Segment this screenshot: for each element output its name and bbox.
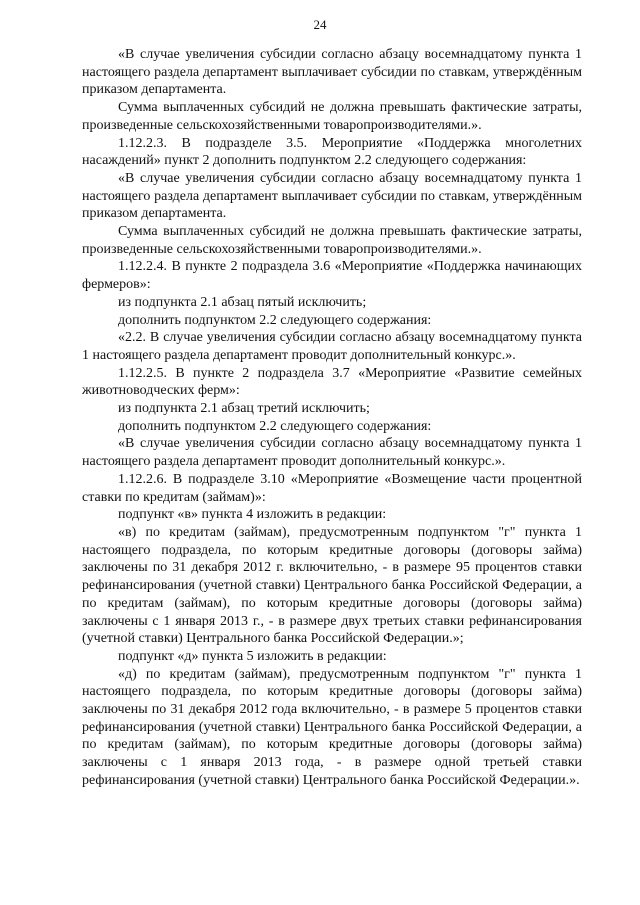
paragraph: 1.12.2.6. В подразделе 3.10 «Мероприятие «Возмещение части процентной ставки по кредитам (займам)»:	[82, 471, 582, 505]
paragraph: 1.12.2.4. В пункте 2 подраздела 3.6 «Мероприятие «Поддержка начинающих фермеров»:	[82, 259, 582, 293]
page-number: 24	[313, 17, 327, 32]
paragraph: дополнить подпунктом 2.2 следующего содержания:	[118, 312, 432, 328]
paragraph: 1.12.2.5. В пункте 2 подраздела 3.7 «Мероприятие «Развитие семейных животноводческих ферм»:	[82, 365, 582, 399]
paragraph: «В случае увеличения субсидии согласно абзацу восемнадцатому пункта 1 настоящего раздела департамент проводит дополнительный конкурс.».	[82, 436, 582, 470]
paragraph: 1.12.2.3. В подразделе 3.5. Мероприятие «Поддержка многолетних насаждений» пункт 2 дополнить подпунктом 2.2 следующего содержания:	[82, 135, 582, 169]
paragraph: Сумма выплаченных субсидий не должна превышать фактические затраты, произведенные сельскохозяйственными товаропроизводителями.».	[82, 100, 582, 133]
paragraph: «В случае увеличения субсидии согласно абзацу восемнадцатому пункта 1 настоящего раздела департамент выплачивает субсидии по ставкам, утверждённым приказом департамента.	[82, 47, 582, 98]
document-body	[82, 46, 582, 790]
paragraph: из подпункта 2.1 абзац третий исключить;	[118, 401, 370, 417]
paragraph: «2.2. В случае увеличения субсидии согласно абзацу восемнадцатому пункта 1 настоящего раздела департамент проводит дополнительный конкурс.».	[82, 330, 582, 363]
paragraph: Сумма выплаченных субсидий не должна превышать фактические затраты, произведенные сельскохозяйственными товаропроизводителями.».	[82, 224, 582, 257]
paragraph: «в) по кредитам (займам), предусмотренным подпунктом "г" пункта 1 настоящего подраздела, по которым кредитные договоры (договоры займа) заключены по 31 декабря 2012 г. включительно, - в размере 95 процентов ставки рефинансирования (учетной ставки) Центрального банка Российской Федерации, а по кредитам (займам), по которым кредитные договоры (договоры займа) заключены с 1 января 2013 г., - в размере двух третьих ставки рефинансирования (учетной ставки) Центрального банка Российской Федерации.»;	[82, 524, 582, 647]
paragraph: из подпункта 2.1 абзац пятый исключить;	[118, 294, 367, 310]
paragraph: подпункт «в» пункта 4 изложить в редакции:	[118, 507, 387, 523]
paragraph: подпункт «д» пункта 5 изложить в редакции:	[118, 648, 387, 664]
paragraph: «В случае увеличения субсидии согласно абзацу восемнадцатому пункта 1 настоящего раздела департамент выплачивает субсидии по ставкам, утверждённым приказом департамента.	[82, 170, 582, 222]
paragraph: дополнить подпунктом 2.2 следующего содержания:	[118, 418, 432, 434]
paragraph: «д) по кредитам (займам), предусмотренным подпунктом "г" пункта 1 настоящего подраздела, по которым кредитные договоры (договоры займа) заключены по 31 декабря 2012 года включительно, - в размере 5 процентов ставки рефинансирования (учетной ставки) Центрального банка Российской Федерации, а по кредитам (займам), по которым кредитные договоры (договоры займа) заключены с 1 января 2013 года, - в размере одной третьей ставки рефинансирования (учетной ставки) Центрального банка Российской Федерации.».	[82, 666, 582, 788]
